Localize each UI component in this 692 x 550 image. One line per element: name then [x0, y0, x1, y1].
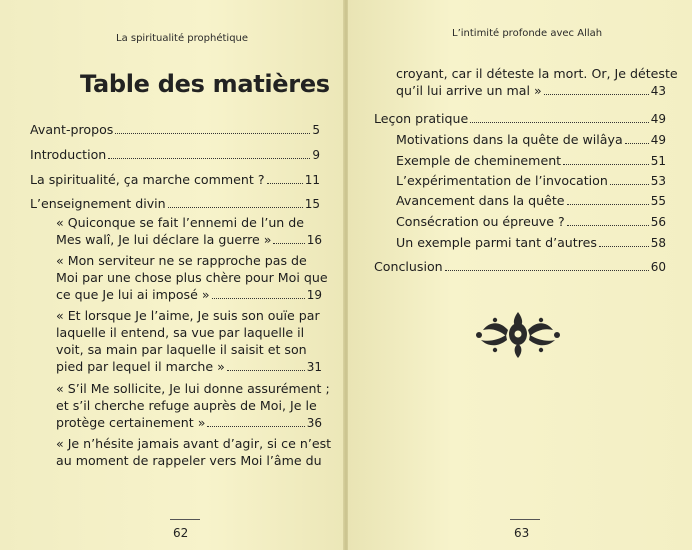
toc-subentry: Motivations dans la quête de wilâya 49 [396, 132, 666, 147]
toc-entry: La spiritualité, ça marche comment ? 11 [30, 172, 320, 187]
running-head-left: La spiritualité prophétique [116, 33, 249, 44]
toc-subentry: « Et lorsque Je l’aime, Je suis son ouïe par laquelle il entend, sa vue par laquelle il voit, sa main par laquelle il saisit et son pied par lequel il marche » 31 [56, 308, 322, 374]
left-page [0, 0, 344, 550]
toc-entry: Leçon pratique 49 [374, 111, 666, 126]
toc-entry: Conclusion 60 [374, 259, 666, 274]
page-number-left: 62 [173, 526, 189, 540]
page-title: Table des matières [80, 70, 330, 98]
toc-subentry: L’expérimentation de l’invocation 53 [396, 173, 666, 188]
running-head-right: L’intimité profonde avec Allah [452, 28, 603, 39]
page-number-right: 63 [514, 526, 530, 540]
toc-entry: Avant-propos 5 [30, 122, 320, 137]
toc-subentry: « S’il Me sollicite, Je lui donne assurément ; et s’il cherche refuge auprès de Moi, Je le protège certainement » 36 [56, 381, 330, 430]
toc-subentry: Un exemple parmi tant d’autres 58 [396, 235, 666, 250]
toc-entry: L’enseignement divin 15 [30, 196, 320, 211]
toc-subentry: Consécration ou épreuve ? 56 [396, 214, 666, 229]
toc-continuation: croyant, car il déteste la mort. Or, Je déteste qu’il lui arrive un mal » 43 [396, 66, 678, 98]
toc-subentry: Exemple de cheminement 51 [396, 153, 666, 168]
toc-subentry: « Mon serviteur ne se rapproche pas de Moi par une chose plus chère pour Moi que ce que Je lui ai imposé » 19 [56, 253, 328, 302]
toc-entry: Introduction 9 [30, 147, 320, 162]
toc-subentry: « Je n’hésite jamais avant d’agir, si ce n’est au moment de rappeler vers Moi l’âme du [56, 436, 332, 468]
right-page [348, 0, 692, 550]
floral-ornament-icon [473, 308, 563, 364]
toc-subentry: « Quiconque se fait l’ennemi de l’un de Mes walî, Je lui déclare la guerre » 16 [56, 215, 322, 247]
footer-rule [170, 519, 200, 520]
toc-subentry: Avancement dans la quête 55 [396, 193, 666, 208]
footer-rule [510, 519, 540, 520]
